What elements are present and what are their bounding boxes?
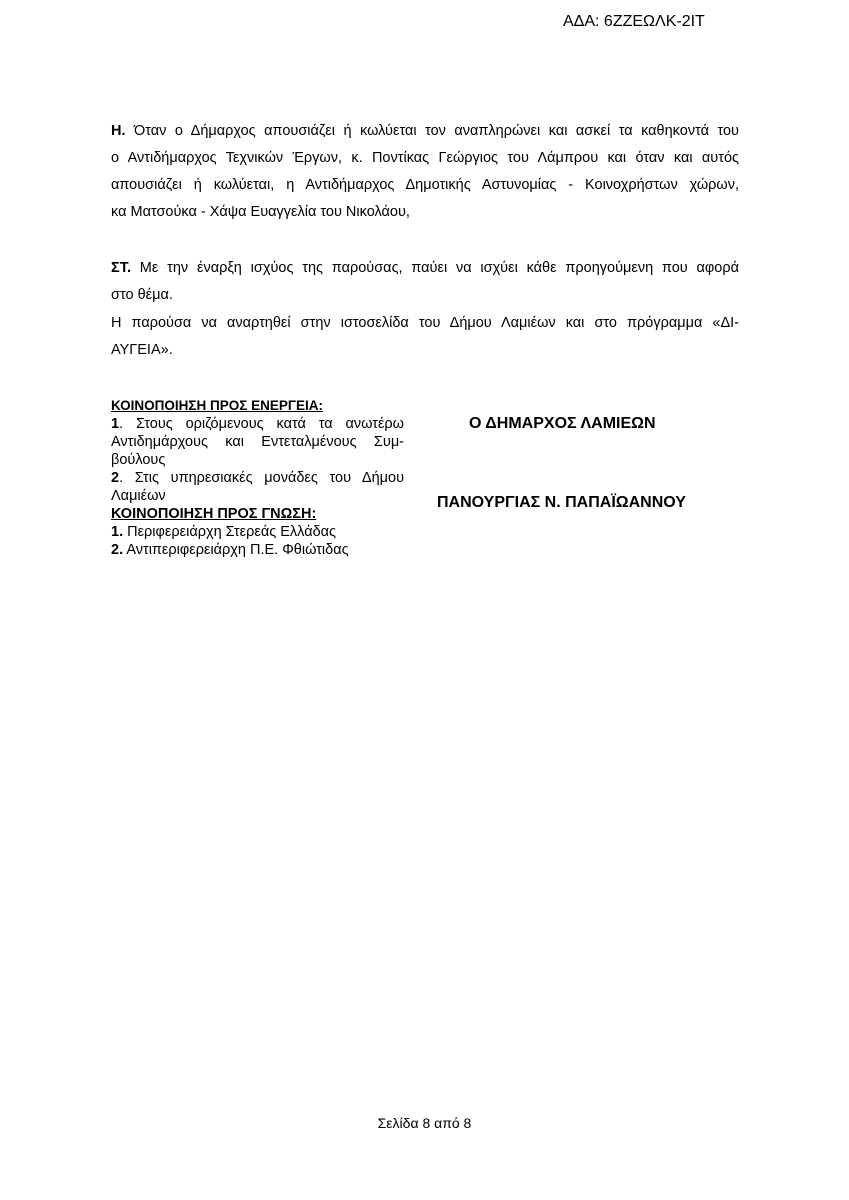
paragraph-line: ΑΥΓΕΙΑ».	[111, 342, 173, 358]
notify-item-number: 1	[111, 416, 120, 432]
notify-item	[111, 523, 404, 541]
notify-block	[111, 397, 404, 559]
notify-item-text: Περιφερειάρχη Στερεάς Ελλάδας	[123, 524, 337, 540]
paragraph-label: ΣΤ.	[111, 260, 131, 276]
signature-name: ΠΑΝΟΥΡΓΙΑΣ Ν. ΠΑΠΑΪΩΑΝΝΟΥ	[437, 494, 686, 511]
notify-item-text: Αντιπεριφερειάρχη Π.Ε. Φθιώτιδας	[123, 542, 349, 558]
signature-title: Ο ΔΗΜΑΡΧΟΣ ΛΑΜΙΕΩΝ	[469, 415, 656, 432]
paragraph-line: Η παρούσα να αναρτηθεί στην ιστοσελίδα του Δήμου Λαμιέων και στο πρόγραμμα «ΔΙ-	[111, 315, 739, 331]
notify-item-text: . Στις υπηρεσιακές μονάδες του Δήμου	[119, 470, 404, 486]
paragraph-h	[111, 118, 739, 226]
paragraph-line: στο θέμα.	[111, 287, 173, 303]
paragraph-st	[111, 255, 739, 309]
notify-item-number: 2	[111, 470, 120, 486]
paragraph-text: Όταν ο Δήμαρχος απουσιάζει ή κωλύεται τον αναπληρώνει και ασκεί τα καθηκοντά του	[125, 123, 739, 139]
notify-item-cont: Λαμιέων	[111, 488, 166, 504]
paragraph-line: κα Ματσούκα - Χάψα Ευαγγελία του Νικολάου,	[111, 204, 410, 220]
notify-item-number: 1.	[111, 524, 124, 540]
paragraph-line	[111, 118, 739, 145]
paragraph-label: Η.	[111, 123, 126, 139]
notify-item-cont: βούλους	[111, 452, 166, 468]
notify-action-header: ΚΟΙΝΟΠΟΙΗΣΗ ΠΡΟΣ ΕΝΕΡΓΕΙΑ:	[111, 398, 323, 413]
notify-item-number: 2.	[111, 542, 124, 558]
page-footer: Σελίδα 8 από 8	[377, 1115, 472, 1131]
notify-item	[111, 469, 404, 487]
ada-code: ΑΔΑ: 6ΖΖΕΩΛΚ-2ΙΤ	[563, 13, 705, 30]
notify-item	[111, 541, 404, 559]
paragraph-line: ο Αντιδήμαρχος Τεχνικών Έργων, κ. Ποντίκας Γεώργιος του Λάμπρου και όταν και αυτός	[111, 150, 739, 166]
notify-item-text: . Στους οριζόμενους κατά τα ανωτέρω	[119, 416, 404, 432]
notify-item-cont: Αντιδημάρχους και Εντεταλμένους Συμ-	[111, 434, 404, 450]
paragraph-posting	[111, 310, 739, 364]
notify-item	[111, 415, 404, 433]
paragraph-text: Με την έναρξη ισχύος της παρούσας, παύει να ισχύει κάθε προηγούμενη που αφορά	[131, 260, 739, 276]
paragraph-line: απουσιάζει ή κωλύεται, η Αντιδήμαρχος Δημοτικής Αστυνομίας - Κοινοχρήστων χώρων,	[111, 177, 739, 193]
notify-info-header: ΚΟΙΝΟΠΟΙΗΣΗ ΠΡΟΣ ΓΝΩΣΗ:	[111, 506, 317, 522]
paragraph-line	[111, 255, 739, 282]
